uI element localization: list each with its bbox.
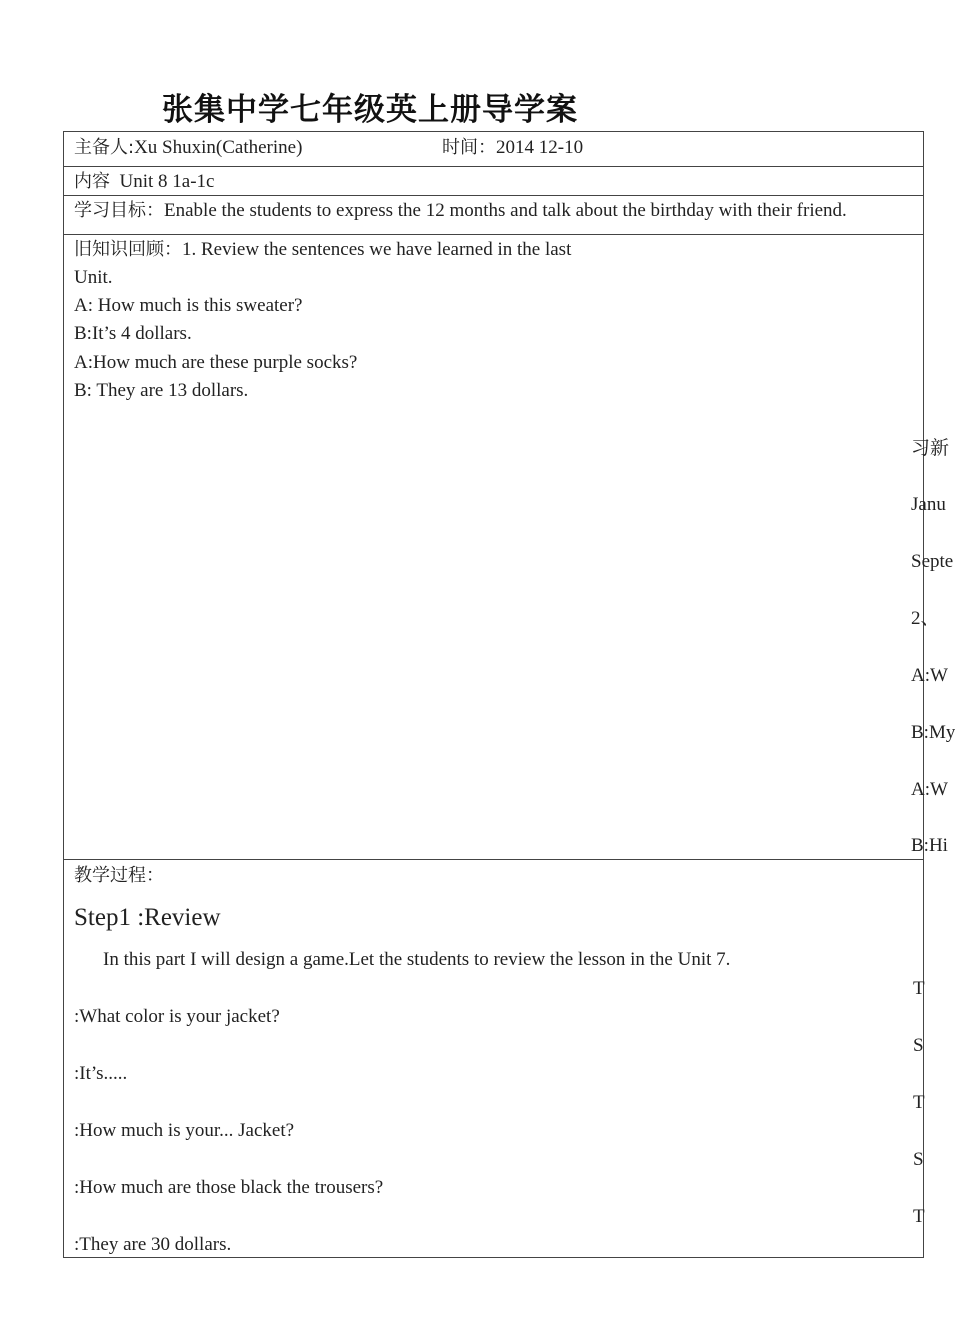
- speaker-label: S: [913, 1149, 924, 1170]
- dialogue-line: :What color is your jacket?: [74, 1006, 280, 1027]
- review-line: B:It’s 4 dollars.: [74, 323, 192, 344]
- overflow-text: A:W: [911, 779, 948, 800]
- row-divider: [63, 234, 924, 235]
- overflow-text: Septe: [911, 551, 954, 572]
- speaker-label: T: [913, 1206, 925, 1227]
- review-label: 旧知识回顾：: [74, 239, 182, 260]
- content-field: [74, 170, 214, 194]
- speaker-label: T: [913, 978, 925, 999]
- table-border-right: [923, 131, 924, 1258]
- date-value: 2014 12-10: [496, 137, 584, 158]
- objective-field: [74, 199, 847, 223]
- step1-heading: Step1 :Review: [74, 904, 221, 931]
- table-border-left: [63, 131, 64, 1258]
- objective-label: 学习目标：: [74, 200, 164, 221]
- overflow-text: B:My: [911, 722, 955, 743]
- row-divider: [63, 195, 924, 196]
- dialogue-line: :It’s.....: [74, 1063, 128, 1084]
- dialogue-line: :How much is your... Jacket?: [74, 1120, 295, 1141]
- review-first-line: [74, 238, 571, 262]
- speaker-label: S: [913, 1035, 924, 1056]
- review-line: Unit.: [74, 267, 113, 288]
- review-line: B: They are 13 dollars.: [74, 380, 249, 401]
- dialogue-line: :They are 30 dollars.: [74, 1234, 232, 1255]
- row-divider: [63, 859, 924, 860]
- dialogue-line: :How much are those black the trousers?: [74, 1177, 384, 1198]
- objective-value: Enable the students to express the 12 months and talk about the birthday with their friend.: [164, 200, 847, 221]
- content-value: Unit 8 1a-1c: [119, 171, 215, 192]
- overflow-text: 习新: [911, 437, 950, 459]
- review-line: A: How much is this sweater?: [74, 295, 303, 316]
- date-label: 时间：: [442, 137, 496, 158]
- content-label: 内容: [74, 171, 110, 192]
- review-intro: 1. Review the sentences we have learned in the last: [182, 239, 572, 260]
- overflow-text: B:Hi: [911, 835, 948, 856]
- process-label: 教学过程：: [74, 865, 164, 886]
- overflow-text: Janu: [911, 494, 946, 515]
- step1-intro: In this part I will design a game.Let the students to review the lesson in the Unit 7.: [103, 949, 731, 970]
- page-title: 张集中学七年级英上册导学案: [162, 92, 578, 128]
- review-line: A:How much are these purple socks?: [74, 352, 358, 373]
- speaker-label: T: [913, 1092, 925, 1113]
- preparer-value: Xu Shuxin(Catherine): [134, 137, 303, 158]
- table-border-bottom: [63, 1257, 924, 1258]
- date-field: [442, 136, 583, 160]
- preparer-field: [74, 136, 302, 160]
- overflow-text: 2、: [911, 608, 940, 629]
- preparer-label: 主备人:: [74, 137, 135, 158]
- row-divider: [63, 166, 924, 167]
- overflow-text: A:W: [911, 665, 948, 686]
- table-border-top: [63, 131, 924, 132]
